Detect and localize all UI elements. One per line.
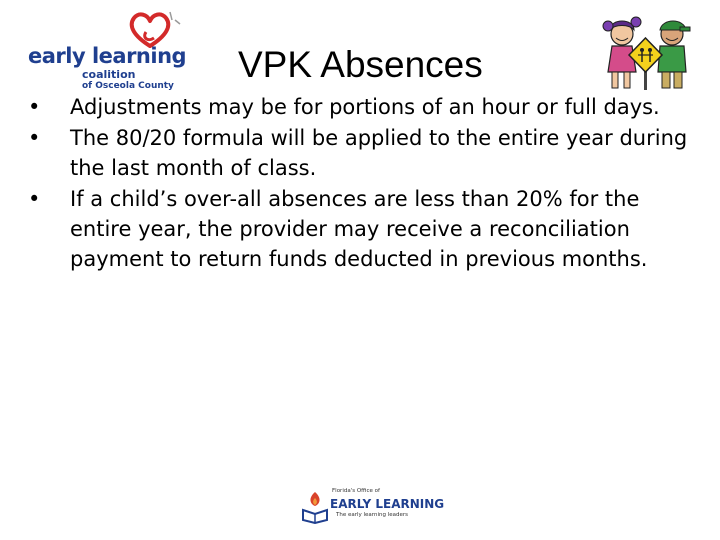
bottom-logo-tagline: The early learning leaders — [336, 512, 408, 518]
book-flame-icon — [300, 490, 330, 524]
bottom-logo-small-text: Florida's Office of — [332, 488, 380, 494]
bullet-text: Adjustments may be for portions of an hour or full days. — [70, 95, 660, 119]
bullet-text: The 80/20 formula will be applied to the entire year during the last month of class. — [70, 126, 688, 180]
logo-line-3: of Osceola County — [82, 81, 174, 91]
kids-with-crossing-sign-illustration — [600, 8, 692, 94]
bullet-item — [28, 123, 688, 183]
slide-title: VPK Absences — [238, 44, 483, 85]
bullet-item — [28, 92, 688, 122]
bullet-text: If a child’s over-all absences are less than 20% for the entire year, the provider may receive a reconciliation payment to return funds deducted in previous months. — [70, 187, 648, 271]
logo-line-1: early learning — [28, 44, 187, 68]
bullet-symbol: • — [28, 126, 41, 150]
logo-line-2: coalition — [82, 68, 136, 81]
bottom-logo-main-text: EARLY LEARNING — [330, 497, 445, 511]
bullet-item — [28, 184, 688, 274]
bullet-list — [28, 92, 688, 275]
bullet-symbol: • — [28, 95, 41, 119]
office-of-early-learning-logo — [296, 488, 445, 524]
bullet-symbol: • — [28, 187, 41, 211]
early-learning-coalition-logo — [22, 8, 187, 96]
